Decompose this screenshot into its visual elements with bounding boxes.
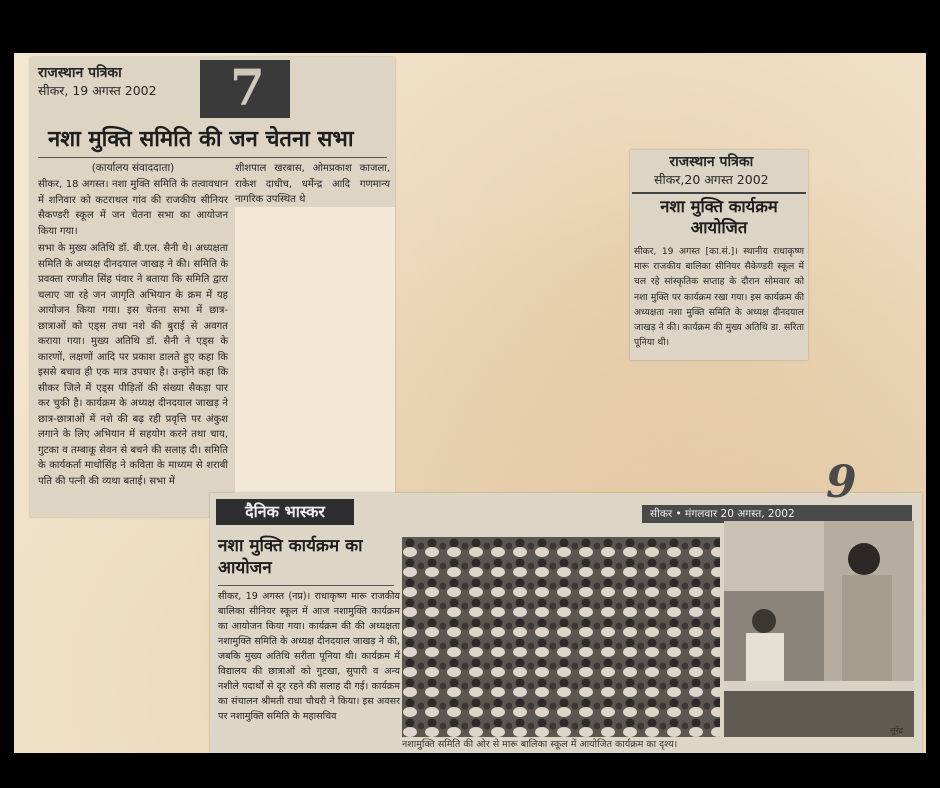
stage-photo [724,521,914,737]
article-column-1 [38,161,228,489]
article-column-2 [235,161,390,208]
paragraph-2: सभा के मुख्य अतिथि डॉ. बी.एल. सैनी थे। अध्यक्षता समिति के अध्यक्ष दीनदयाल जाखड़ ने की। समिति के प्रवक्ता रणजीत सिंह पंवार ने बताया कि समिति द्वारा चलाए जा रहे जन जागृति अभियान के क्रम में यह आयोजन किया गया। इस चेतना सभा में छात्र-छात्राओं को एड्स तथा नशे की बुराई से अवगत कराया गया। मुख्य अतिथि डॉ. सैनी ने एड्स के कारणों, लक्षणों आदि पर प्रकाश डालते हुए कहा कि इससे बचाव ही एक मात्र उपचार है। उन्होंने कहा कि सीकर जिले में एड्स पीड़ितों की संख्या सैकड़ा पार कर चुकी है। कार्यक्रम के अध्यक्ष दीनदयाल जाखड़ ने छात्र-छात्राओं में नशे की बढ़ रही प्रवृत्ति पर अंकुश लगाने के लिए अभियान में सहयोग करने तथा चाय, गुटका व तम्बाकू सेवन से बचने की सलाह दी। समिति के कार्यकर्ता माधोसिंह ने कविता के माध्यम से शराबी पति की पत्नी की व्यथा बताई। सभा में [38,243,228,487]
audience-photo [402,537,720,737]
headline: नशा मुक्ति समिति की जन चेतना सभा [48,127,354,152]
photo-credit: सुरेंद्र [890,726,903,735]
divider [632,192,806,194]
divider [218,585,394,586]
dateline: सीकर,20 अगस्त 2002 [654,172,769,187]
newspaper-name: राजस्थान पत्रिका [38,65,122,81]
masthead [38,63,157,99]
newspaper-logo: दैनिक भास्कर [216,499,354,525]
newspaper-name: राजस्थान पत्रिका [669,154,754,170]
page-number: 9 [826,457,857,508]
clipping-dainik-bhaskar-20aug [210,457,922,753]
scan-border [14,753,926,788]
clipping-rajasthan-patrika-19aug [30,57,395,517]
audience-photo-graphic [402,537,720,737]
masthead [654,152,769,188]
article-body: सीकर, 19 अगस्त [का.सं.]। स्थानीय राधाकृष्ण मारू राजकीय बालिका सीनियर सैकेण्डरी स्कूल में चल रहे सांस्कृतिक सप्ताह के दौरान सोमवार को नशा मुक्ति पर कार्यक्रम रखा गया। इस कार्यक्रम की अध्यक्षता नशा मुक्ति समिति के अध्यक्ष दीनदयाल जाखड़ ने की। कार्यक्रम की मुख्य अतिथि डा. सरिता पूनिया थी। [634,246,804,349]
dateline: सीकर, 19 अगस्त 2002 [38,83,157,98]
byline: (कार्यालय संवाददाता) [91,162,175,174]
paragraph-1: सीकर, 18 अगस्त। नशा मुक्ति समिति के तत्वावधान में शनिवार को कटराथल गांव की राजकीय सीनियर सैकण्डरी स्कूल में जन चेतना सभा का आयोजन किया गया। [38,179,228,237]
article-body: सीकर, 19 अगस्त (नप्र)। राधाकृष्ण मारू राजकीय बालिका सीनियर स्कूल में आज नशामुक्ति कार्यक्रम का आयोजन किया गया। कार्यक्रम की की अध्यक्षता नशामुक्ति समिति के अध्यक्ष दीनदयाल जाखड़ ने की, जबकि मुख्य अतिथि सरीता पूनिया थी। कार्यक्रम में विद्यालय की छात्राओं को गुटखा, सुपारी व अन्य नशीले पदार्थों से दूर रहने की सलाह दी गई। कार्यक्रम का संचालन श्रीमती राधा चौधरी ने किया। इस अवसर पर नशामुक्ति समिति के महासचिव [218,591,400,722]
blank-area [235,207,395,522]
divider [38,157,387,158]
page-number: 7 [230,58,265,117]
headline: नशा मुक्ति कार्यक्रम का आयोजन [218,536,363,578]
clipping-rajasthan-patrika-20aug [630,150,808,360]
dateline: सीकर • मंगलवार 20 अगस्त, 2002 [642,505,912,523]
headline: नशा मुक्ति कार्यक्रम आयोजित [660,197,778,237]
continuation-text: शीशपाल खरबास, ओमप्रकाश काजला, राकेश दाधीच, धर्मेन्द्र आदि गणमान्य नागरिक उपस्थित थे [235,163,390,205]
stage-photo-graphic [724,521,914,737]
page-number-box [200,60,290,118]
photo-caption: नशामुक्ति समिति की ओर से मारू बालिका स्कूल में आयोजित कार्यक्रम का दृश्य। [402,739,678,750]
